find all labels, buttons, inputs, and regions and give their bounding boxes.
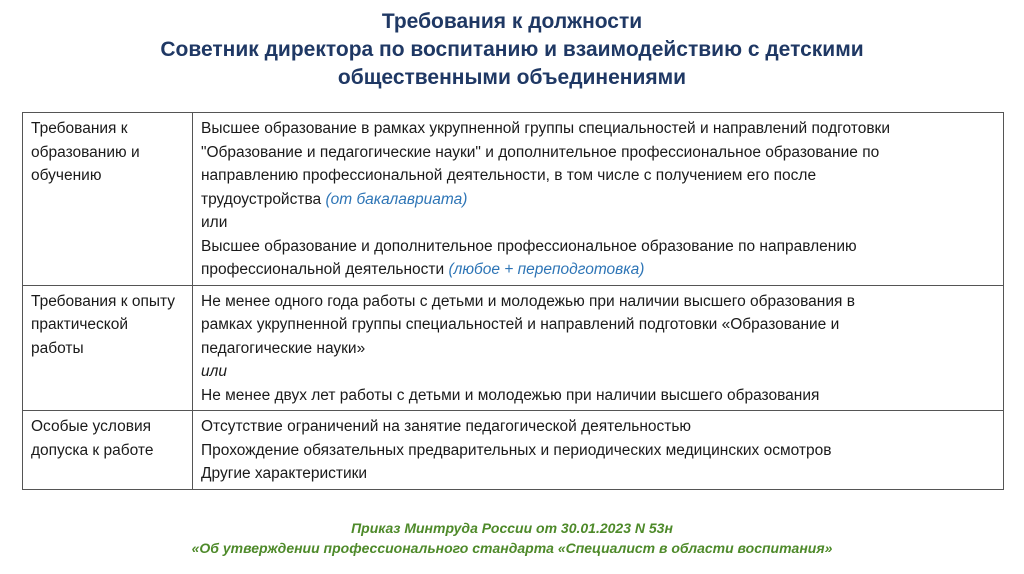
table-row-experience bbox=[23, 285, 1004, 411]
content-line: Не менее одного года работы с детьми и молодежью при наличии высшего образования в bbox=[201, 292, 855, 310]
content-line: Отсутствие ограничений на занятие педагогической деятельностью bbox=[201, 418, 692, 435]
table-row-education bbox=[23, 113, 1004, 286]
title-line-2: Советник директора по воспитанию и взаимодействию с детскими bbox=[160, 38, 864, 61]
content-line bbox=[201, 188, 995, 212]
footer-line-2: «Об утверждении профессионального стандарта «Специалист в области воспитания» bbox=[191, 540, 833, 556]
content-line: Прохождение обязательных предварительных и периодических медицинских осмотров bbox=[201, 441, 832, 459]
table-row-special-conditions bbox=[23, 411, 1004, 490]
note-bachelor: (от бакалавриата) bbox=[325, 190, 468, 208]
row-content-special-conditions bbox=[193, 411, 1004, 490]
content-text: профессиональной деятельности bbox=[201, 261, 449, 278]
footer-line-1: Приказ Минтруда России от 30.01.2023 N 53н bbox=[351, 520, 673, 536]
note-retraining: (любое + переподготовка) bbox=[448, 261, 645, 278]
content-line: направлению профессиональной деятельности, в том числе с получением его после bbox=[201, 167, 817, 184]
title-line-1: Требования к должности bbox=[381, 10, 643, 33]
row-label-education: Требования к образованию и обучению bbox=[23, 113, 193, 286]
content-line: рамках укрупненной группы специальностей и направлений подготовки «Образование и bbox=[201, 316, 840, 333]
row-label-experience: Требования к опыту практической работы bbox=[23, 285, 193, 411]
or-separator: или bbox=[201, 214, 228, 231]
content-line: "Образование и педагогические науки" и дополнительное профессиональное образование по bbox=[201, 143, 880, 161]
row-content-education bbox=[193, 113, 1004, 286]
content-line: Высшее образование и дополнительное профессиональное образование по направлению bbox=[201, 237, 857, 255]
footer-reference bbox=[0, 518, 1024, 558]
content-line: Высшее образование в рамках укрупненной группы специальностей и направлений подготовки bbox=[201, 120, 890, 137]
title-line-3: общественными объединениями bbox=[337, 66, 687, 89]
content-line bbox=[201, 258, 995, 282]
content-text: трудоустройства bbox=[201, 190, 326, 208]
content-line: педагогические науки» bbox=[201, 339, 366, 357]
page-title bbox=[0, 8, 1024, 92]
content-line: Не менее двух лет работы с детьми и молодежью при наличии высшего образования bbox=[201, 386, 820, 404]
or-separator: или bbox=[201, 363, 227, 380]
content-line: Другие характеристики bbox=[201, 465, 368, 482]
requirements-table bbox=[22, 112, 1004, 490]
row-content-experience bbox=[193, 285, 1004, 411]
row-label-special-conditions: Особые условия допуска к работе bbox=[23, 411, 193, 490]
